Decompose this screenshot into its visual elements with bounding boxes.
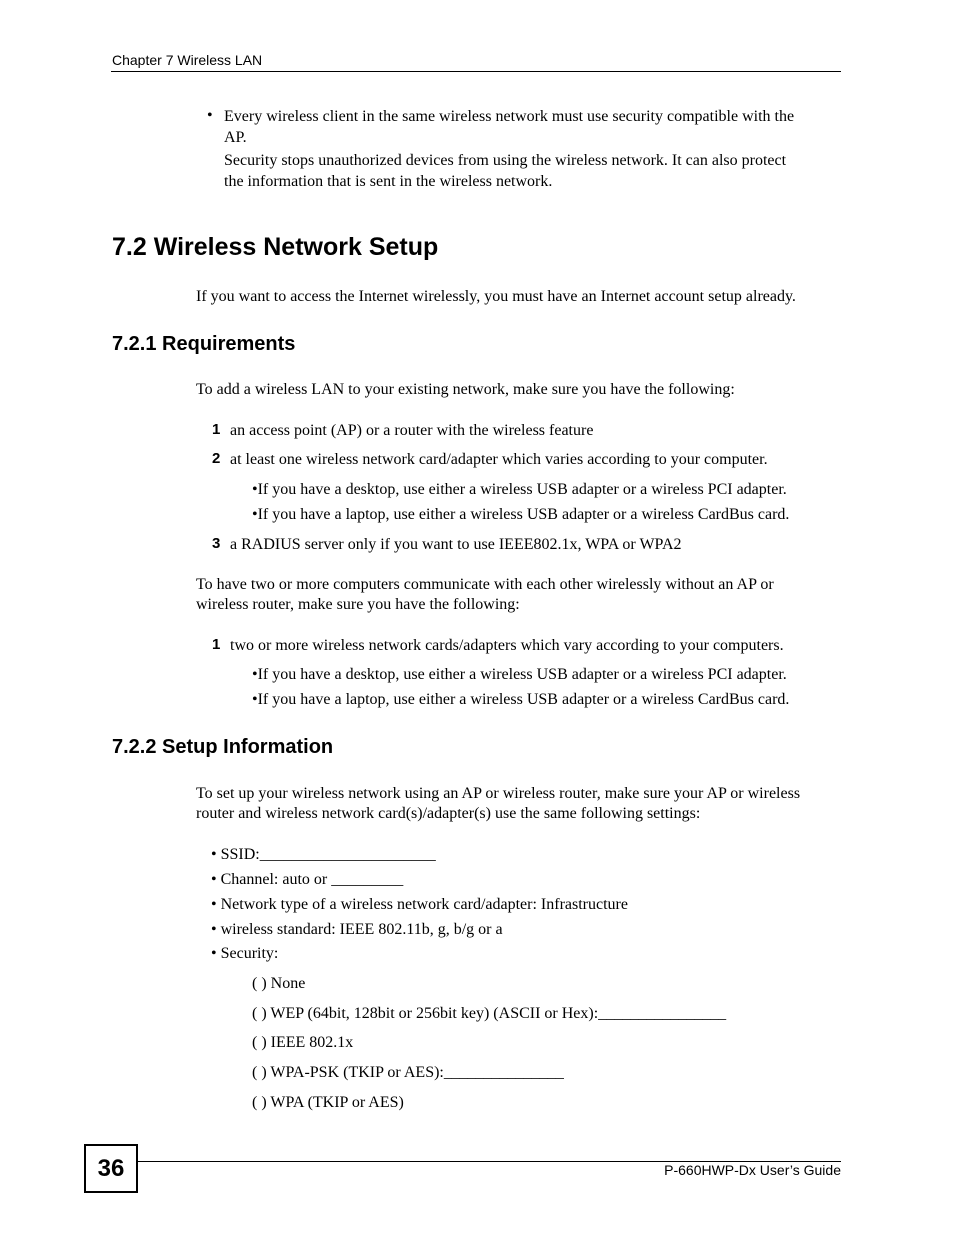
security-option-none: ( ) None	[252, 975, 306, 992]
list-number: 2	[212, 450, 221, 467]
setting-item-network-type: • Network type of a wireless network card/adapter: Infrastructure	[211, 896, 628, 913]
list-item: at least one wireless network card/adapter which varies according to your computer.	[230, 451, 768, 468]
list-item: an access point (AP) or a router with the wireless feature	[230, 422, 594, 439]
setup-intro-line1: To set up your wireless network using an AP or wireless router, make sure your AP or wireless	[196, 785, 801, 802]
intro-bullet-line2: AP.	[224, 129, 247, 146]
setting-item-standard: • wireless standard: IEEE 802.11b, g, b/g or a	[211, 921, 503, 938]
requirements-intro: To add a wireless LAN to your existing network, make sure you have the following:	[196, 381, 735, 398]
list-number: 3	[212, 535, 221, 552]
page-number: 36	[84, 1144, 138, 1193]
list-item: two or more wireless network cards/adapters which vary according to your computers.	[230, 637, 784, 654]
setup-intro-line2: router and wireless network card(s)/adapter(s) use the same following settings:	[196, 805, 701, 822]
setting-item-security: • Security:	[211, 945, 279, 962]
running-header: Chapter 7 Wireless LAN	[112, 52, 263, 68]
security-option-wep: ( ) WEP (64bit, 128bit or 256bit key) (ASCII or Hex):________________	[252, 1005, 727, 1022]
sub-bullet: •If you have a laptop, use either a wireless USB adapter or a wireless CardBus card.	[252, 506, 790, 523]
section-7-2-paragraph: If you want to access the Internet wirelessly, you must have an Internet account setup already.	[196, 288, 796, 305]
security-option-8021x: ( ) IEEE 802.1x	[252, 1034, 354, 1051]
security-option-wpa-psk: ( ) WPA-PSK (TKIP or AES):_______________	[252, 1064, 564, 1081]
requirements-para2-line2: wireless router, make sure you have the following:	[196, 596, 520, 613]
setting-item-channel: • Channel: auto or _________	[211, 871, 404, 888]
sub-bullet: •If you have a desktop, use either a wireless USB adapter or a wireless PCI adapter.	[252, 481, 787, 498]
intro-para-line2: the information that is sent in the wireless network.	[224, 173, 553, 190]
list-number: 1	[212, 636, 221, 653]
bullet-marker: •	[207, 107, 213, 124]
setting-item-ssid: • SSID:______________________	[211, 846, 436, 863]
list-item: a RADIUS server only if you want to use IEEE802.1x, WPA or WPA2	[230, 536, 682, 553]
security-option-wpa: ( ) WPA (TKIP or AES)	[252, 1094, 404, 1111]
intro-para-line1: Security stops unauthorized devices from using the wireless network. It can also protect	[224, 152, 787, 169]
requirements-para2-line1: To have two or more computers communicate with each other wirelessly without an AP or	[196, 576, 774, 593]
footer-guide-title: P-660HWP-Dx User’s Guide	[664, 1162, 841, 1178]
header-rule	[111, 71, 841, 72]
section-heading-7-2-2: 7.2.2 Setup Information	[112, 736, 334, 758]
section-heading-7-2-1: 7.2.1 Requirements	[112, 333, 296, 355]
sub-bullet: •If you have a desktop, use either a wireless USB adapter or a wireless PCI adapter.	[252, 666, 787, 683]
list-number: 1	[212, 421, 221, 438]
sub-bullet: •If you have a laptop, use either a wireless USB adapter or a wireless CardBus card.	[252, 691, 790, 708]
section-heading-7-2: 7.2 Wireless Network Setup	[112, 233, 439, 261]
intro-bullet-line1: Every wireless client in the same wireless network must use security compatible with the	[224, 108, 795, 125]
